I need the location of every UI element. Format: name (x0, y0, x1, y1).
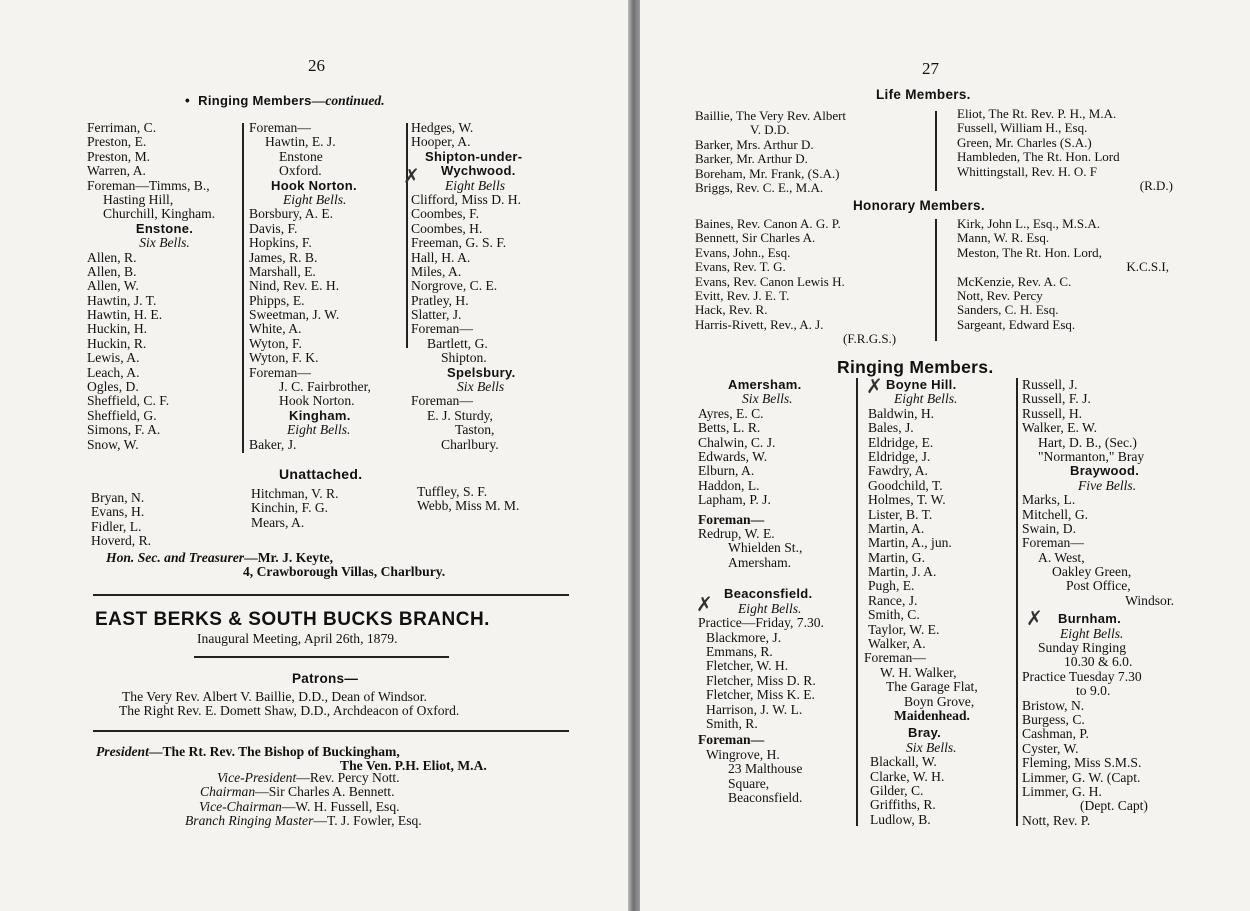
member-entry: Green, Mr. Charles (S.A.) (957, 134, 1092, 150)
tower-bells: Eight Bells (445, 177, 506, 193)
officer-entry: Vice-Chairman—W. H. Fussell, Esq. (199, 798, 400, 814)
tower-bells: Eight Bells. (287, 422, 351, 438)
member-entry: Ferriman, C. (87, 120, 157, 135)
member-entry: Churchill, Kingham. (103, 206, 216, 222)
member-entry: Eldridge, J. (868, 448, 931, 464)
member-entry: Ogles, D. (87, 379, 139, 395)
tower-bells: Eight Bells. (894, 391, 958, 407)
member-entry: V. D.D. (750, 122, 790, 138)
member-entry: Edwards, W. (698, 448, 768, 464)
member-entry: Charlbury. (441, 436, 499, 452)
tower-heading-burnham: Burnham. (1058, 611, 1122, 627)
member-entry: Practice—Friday, 7.30. (698, 615, 824, 631)
member-entry: The Garage Flat, (886, 679, 978, 695)
member-entry: Ayres, E. C. (698, 405, 764, 421)
member-entry: Harris-Rivett, Rev., A. J. (695, 316, 824, 332)
member-entry: Huckin, R. (87, 335, 147, 351)
member-entry: Blackall, W. (870, 754, 937, 770)
member-entry: Coombes, H. (411, 220, 483, 236)
handwritten-cross-mark: ✗ (696, 594, 713, 616)
member-entry: Borsbury, A. E. (249, 206, 334, 222)
member-entry: to 9.0. (1076, 683, 1111, 699)
member-entry: Smith, C. (868, 607, 920, 623)
member-entry: Windsor. (1125, 592, 1174, 608)
member-entry: Sweetman, J. W. (249, 307, 340, 323)
ringing-members-heading: Ringing Members. (837, 357, 994, 377)
officer-entry: Chairman—Sir Charles A. Bennett. (200, 784, 395, 800)
member-entry: Beaconsfield. (728, 789, 803, 805)
member-entry: Sargeant, Edward Esq. (957, 316, 1076, 332)
member-entry: Boyn Grove, (904, 693, 975, 709)
tower-heading-spelsbury: Spelsbury. (447, 364, 516, 380)
member-entry: Redrup, W. E. (698, 525, 775, 541)
member-entry: Martin, G. (868, 549, 926, 565)
member-entry: Huckin, H. (87, 321, 148, 337)
patrons-list (119, 689, 460, 719)
member-entry: Eldridge, E. (868, 434, 934, 450)
member-entry: Boreham, Mr. Frank, (S.A.) (695, 165, 840, 181)
member-entry: Fidler, L. (91, 518, 142, 534)
tower-bells: Eight Bells. (1060, 625, 1124, 641)
president-line-2: The Ven. P.H. Eliot, M.A. (340, 758, 487, 773)
member-entry: Fletcher, Miss D. R. (706, 672, 816, 688)
member-entry: Slatter, J. (411, 307, 462, 323)
branch-title: EAST BERKS & SOUTH BUCKS BRANCH. (95, 609, 490, 630)
member-entry: Griffiths, R. (870, 797, 936, 813)
member-entry: Hooper, A. (411, 134, 471, 150)
member-entry: Whielden St., (728, 540, 803, 556)
member-entry: Allen, R. (87, 249, 137, 265)
member-entry: Hack, Rev. R. (695, 302, 768, 318)
member-entry: Square, (728, 775, 770, 791)
patron-entry: The Very Rev. Albert V. Baillie, D.D., Dean of Windsor. (122, 689, 427, 704)
member-entry: Baines, Rev. Canon A. G. P. (695, 216, 841, 231)
member-entry: Maidenhead. (894, 707, 970, 723)
member-entry: J. C. Fairbrother, (279, 379, 371, 395)
member-entry: Limmer, G. W. (Capt. (1022, 769, 1141, 785)
inaugural-meeting: Inaugural Meeting, April 26th, 1879. (197, 631, 398, 646)
member-entry: Simons, F. A. (87, 422, 161, 438)
spacer (698, 570, 824, 584)
member-entry: Chalwin, C. J. (698, 434, 776, 450)
member-entry: Walker, A. (868, 636, 926, 652)
member-entry: Haddon, L. (698, 477, 760, 493)
member-entry: Emmans, R. (706, 644, 773, 660)
handwritten-cross-mark: ✗ (866, 376, 883, 398)
member-entry: Preston, M. (87, 148, 151, 164)
member-entry: White, A. (249, 321, 302, 337)
tower-heading-bray: Bray. (908, 725, 942, 741)
member-entry: Mears, A. (251, 514, 305, 530)
member-entry: Hawtin, J. T. (87, 292, 157, 308)
section-divider (93, 730, 569, 732)
member-entry: Warren, A. (87, 163, 146, 179)
ringing-members-column-3 (1022, 378, 1174, 828)
member-entry: Marshall, E. (249, 263, 316, 279)
honorary-members-column-1 (695, 217, 896, 347)
member-entry: Baker, J. (249, 436, 297, 452)
officer-entry: Branch Ringing Master—T. J. Fowler, Esq. (185, 813, 422, 829)
member-entry: Oakley Green, (1052, 564, 1132, 580)
unattached-column-2 (251, 487, 338, 530)
member-entry: Kirk, John L., Esq., M.S.A. (957, 216, 1101, 231)
column-divider (1016, 378, 1018, 826)
column-divider (406, 123, 408, 348)
tower-heading-wychwood: Wychwood. (441, 163, 516, 179)
member-entry: Hoverd, R. (91, 533, 152, 549)
member-entry: James, R. B. (249, 249, 318, 265)
ringing-members-column-2 (864, 378, 978, 827)
member-entry: Hart, D. B., (Sec.) (1038, 434, 1137, 450)
member-entry: Walker, E. W. (1022, 420, 1097, 436)
officer-entry: Vice-President—Rev. Percy Nott. (217, 770, 400, 785)
tower-heading-kingham: Kingham. (289, 407, 351, 423)
member-entry: Clifford, Miss D. H. (411, 191, 522, 207)
member-entry: Mann, W. R. Esq. (957, 230, 1050, 246)
life-members-column-1 (695, 109, 846, 195)
member-entry: Evans, H. (91, 504, 145, 520)
tower-heading-hook-norton: Hook Norton. (271, 177, 357, 193)
member-entry: Leach, A. (87, 364, 140, 380)
member-entry: Swain, D. (1022, 520, 1076, 536)
member-entry: 23 Malthouse (728, 761, 803, 777)
member-entry: Bartlett, G. (427, 335, 488, 351)
member-entry: (Dept. Capt) (1080, 798, 1148, 814)
president-line: President—The Rt. Rev. The Bishop of Buckingham, (96, 744, 400, 759)
book-gutter (628, 0, 640, 911)
member-entry: Hall, H. A. (411, 249, 471, 265)
member-entry: Cyster, W. (1022, 740, 1079, 756)
tower-bells: Six Bells (457, 379, 505, 395)
member-entry: 10.30 & 6.0. (1064, 654, 1133, 670)
member-entry: Whittingstall, Rev. H. O. F (957, 163, 1097, 179)
member-entry: Pratley, H. (411, 292, 469, 308)
member-entry: Fussell, William H., Esq. (957, 120, 1088, 136)
member-entry: Sunday Ringing (1038, 640, 1126, 656)
member-entry: Russell, H. (1022, 405, 1083, 421)
member-entry: Amersham. (728, 554, 792, 570)
member-entry: Russell, J. (1022, 377, 1078, 392)
member-entry: Oxford. (279, 163, 322, 179)
member-entry: Cashman, P. (1022, 726, 1089, 742)
tower-heading-boyne-hill: Boyne Hill. (886, 377, 957, 392)
member-entry: Wingrove, H. (706, 746, 780, 762)
member-entry: Bennett, Sir Charles A. (695, 230, 816, 246)
member-entry: Coombes, F. (411, 206, 480, 222)
member-entry: Nott, Rev. Percy (957, 287, 1043, 303)
patrons-heading: Patrons— (292, 671, 359, 686)
member-entry: E. J. Sturdy, (427, 407, 493, 423)
page-number-left: 26 (308, 56, 325, 75)
member-entry: Foreman— (249, 364, 311, 380)
member-entry: Fletcher, Miss K. E. (706, 687, 815, 703)
officers-list (185, 771, 422, 829)
member-entry: Nind, Rev. E. H. (249, 278, 340, 294)
member-entry: Betts, L. R. (698, 420, 761, 436)
member-entry: Miles, A. (411, 263, 462, 279)
member-entry: Bryan, N. (91, 490, 145, 505)
member-entry: Webb, Miss M. M. (417, 498, 520, 514)
member-entry: Hook Norton. (279, 393, 355, 409)
member-entry: Freeman, G. S. F. (411, 235, 507, 251)
member-entry: Allen, W. (87, 278, 139, 294)
member-entry: Rance, J. (868, 592, 918, 608)
members-column-3 (411, 121, 522, 452)
ringing-members-column-1 (698, 378, 824, 805)
member-entry: (R.D.) (1139, 177, 1173, 193)
member-entry: Pugh, E. (868, 578, 915, 594)
member-entry: Tuffley, S. F. (417, 484, 488, 499)
hon-secretary-line: Hon. Sec. and Treasurer—Mr. J. Keyte, (106, 550, 334, 565)
honorary-members-heading: Honorary Members. (853, 198, 985, 213)
patron-entry: The Right Rev. E. Domett Shaw, D.D., Archdeacon of Oxford. (119, 703, 460, 719)
member-entry: Wyton, F. K. (249, 350, 319, 366)
member-entry: Evitt, Rev. J. E. T. (695, 287, 790, 303)
member-entry: Baillie, The Very Rev. Albert (695, 108, 847, 123)
honorary-members-column-2 (957, 217, 1169, 332)
member-entry: Martin, A. (868, 520, 925, 536)
tower-bells: Six Bells. (742, 391, 793, 407)
member-entry: Baldwin, H. (868, 405, 935, 421)
handwritten-cross-mark: ✗ (1026, 608, 1043, 630)
member-entry: Foreman— (1022, 535, 1084, 551)
member-entry: Goodchild, T. (868, 477, 943, 493)
member-entry: Martin, J. A. (868, 564, 937, 580)
member-entry: Norgrove, C. E. (411, 278, 498, 294)
member-entry: Holmes, T. W. (868, 492, 946, 508)
tower-bells: Five Bells. (1078, 477, 1137, 493)
section-divider (93, 594, 569, 596)
unattached-column-3 (417, 485, 519, 514)
member-entry: Practice Tuesday 7.30 (1022, 668, 1142, 684)
member-entry: Nott, Rev. P. (1022, 812, 1091, 828)
member-entry: Foreman— (411, 393, 473, 409)
member-entry: Foreman— (864, 650, 926, 666)
member-entry: Evans, Rev. T. G. (695, 259, 786, 275)
member-entry: Shipton. (441, 350, 487, 366)
right-page (640, 0, 1250, 911)
member-entry: K.C.S.I, (1126, 259, 1169, 275)
member-entry: Sheffield, G. (87, 407, 157, 423)
page-number-right: 27 (922, 59, 939, 78)
tower-bells: Six Bells. (906, 739, 957, 755)
member-entry: Limmer, G. H. (1022, 783, 1102, 799)
members-column-2 (249, 121, 371, 452)
member-entry: "Normanton," Bray (1038, 448, 1145, 464)
member-entry: Burgess, C. (1022, 711, 1085, 727)
member-entry: (F.R.G.S.) (843, 331, 897, 347)
member-entry: Foreman— (698, 511, 765, 527)
member-entry: Lewis, A. (87, 350, 140, 366)
member-entry: Fleming, Miss S.M.S. (1022, 755, 1142, 771)
short-divider (194, 656, 449, 658)
member-entry: Briggs, Rev. C. E., M.A. (695, 179, 824, 195)
column-divider (242, 123, 244, 453)
member-entry: Evans, Rev. Canon Lewis H. (695, 273, 845, 289)
member-entry: Foreman— (698, 732, 765, 748)
member-entry: Blackmore, J. (706, 629, 782, 645)
member-entry: Foreman— (411, 321, 473, 337)
member-entry: Preston, E. (87, 134, 147, 150)
member-entry: Kinchin, F. G. (251, 500, 329, 516)
member-entry: Hasting Hill, (103, 191, 174, 207)
member-entry: Enstone (279, 148, 323, 164)
member-entry: Barker, Mrs. Arthur D. (695, 136, 814, 152)
member-entry: W. H. Walker, (880, 664, 957, 680)
ringing-members-continued-heading: • Ringing Members—continued. (185, 93, 385, 108)
member-entry: Hambleden, The Rt. Hon. Lord (957, 149, 1120, 165)
member-entry: Sheffield, C. F. (87, 393, 170, 409)
member-entry: Hawtin, E. J. (265, 134, 336, 150)
member-entry: Fawdry, A. (868, 463, 928, 479)
member-entry: Hopkins, F. (249, 235, 312, 251)
member-entry: Elburn, A. (698, 463, 755, 479)
member-entry: Post Office, (1066, 578, 1131, 594)
member-entry: Sanders, C. H. Esq. (957, 302, 1059, 318)
tower-heading-braywood: Braywood. (1070, 463, 1140, 479)
member-entry: Ludlow, B. (870, 811, 931, 827)
member-entry: Foreman—Timms, B., (87, 177, 210, 193)
member-entry: Eliot, The Rt. Rev. P. H., M.A. (957, 106, 1117, 121)
tower-bells: Eight Bells. (738, 600, 802, 616)
member-entry: Barker, Mr. Arthur D. (695, 151, 808, 167)
tower-heading-shipton: Shipton-under- (425, 148, 523, 164)
member-entry: A. West, (1038, 549, 1085, 565)
member-entry: Foreman— (249, 120, 311, 135)
member-entry: Bales, J. (868, 420, 914, 436)
member-entry: Martin, A., jun. (868, 535, 952, 551)
column-divider (935, 111, 937, 191)
member-entry: Lapham, P. J. (698, 492, 771, 508)
member-entry: McKenzie, Rev. A. C. (957, 273, 1072, 289)
member-entry: Hawtin, H. E. (87, 307, 163, 323)
hon-secretary-address: 4, Crawborough Villas, Charlbury. (243, 564, 446, 579)
member-entry: Hedges, W. (411, 120, 474, 135)
column-divider (856, 378, 858, 826)
unattached-column-1 (91, 491, 151, 549)
tower-bells: Eight Bells. (283, 191, 347, 207)
tower-heading-beaconsfield: Beaconsfield. (724, 586, 813, 602)
member-entry: Fletcher, W. H. (706, 658, 789, 674)
member-entry: Mitchell, G. (1022, 506, 1089, 522)
member-entry: Davis, F. (249, 220, 298, 236)
member-entry: Hitchman, V. R. (251, 486, 339, 501)
life-members-column-2 (957, 107, 1173, 193)
member-entry: Snow, W. (87, 436, 139, 452)
unattached-heading: Unattached. (279, 466, 363, 482)
member-entry: Smith, R. (706, 715, 758, 731)
member-entry: Harrison, J. W. L. (706, 701, 803, 717)
member-entry: Allen, B. (87, 263, 137, 279)
member-entry: Bristow, N. (1022, 697, 1085, 713)
tower-heading-enstone: Enstone. (135, 220, 194, 236)
member-entry: Taylor, W. E. (868, 621, 940, 637)
member-entry: Russell, F. J. (1022, 391, 1091, 407)
tower-heading-amersham: Amersham. (728, 377, 802, 392)
member-entry: Clarke, W. H. (870, 768, 945, 784)
member-entry: Lister, B. T. (868, 506, 933, 522)
member-entry: Phipps, E. (249, 292, 305, 308)
member-entry: Gilder, C. (870, 782, 924, 798)
members-column-1 (87, 121, 242, 452)
life-members-heading: Life Members. (876, 87, 971, 102)
column-divider (935, 219, 937, 341)
handwritten-cross-mark: ✗ (403, 166, 420, 188)
member-entry: Marks, L. (1022, 492, 1076, 508)
member-entry: Taston, (455, 422, 495, 438)
member-entry: Wyton, F. (249, 335, 302, 351)
tower-bells: Six Bells. (139, 235, 190, 251)
member-entry: Evans, John., Esq. (695, 244, 791, 260)
member-entry: Meston, The Rt. Hon. Lord, (957, 244, 1102, 260)
